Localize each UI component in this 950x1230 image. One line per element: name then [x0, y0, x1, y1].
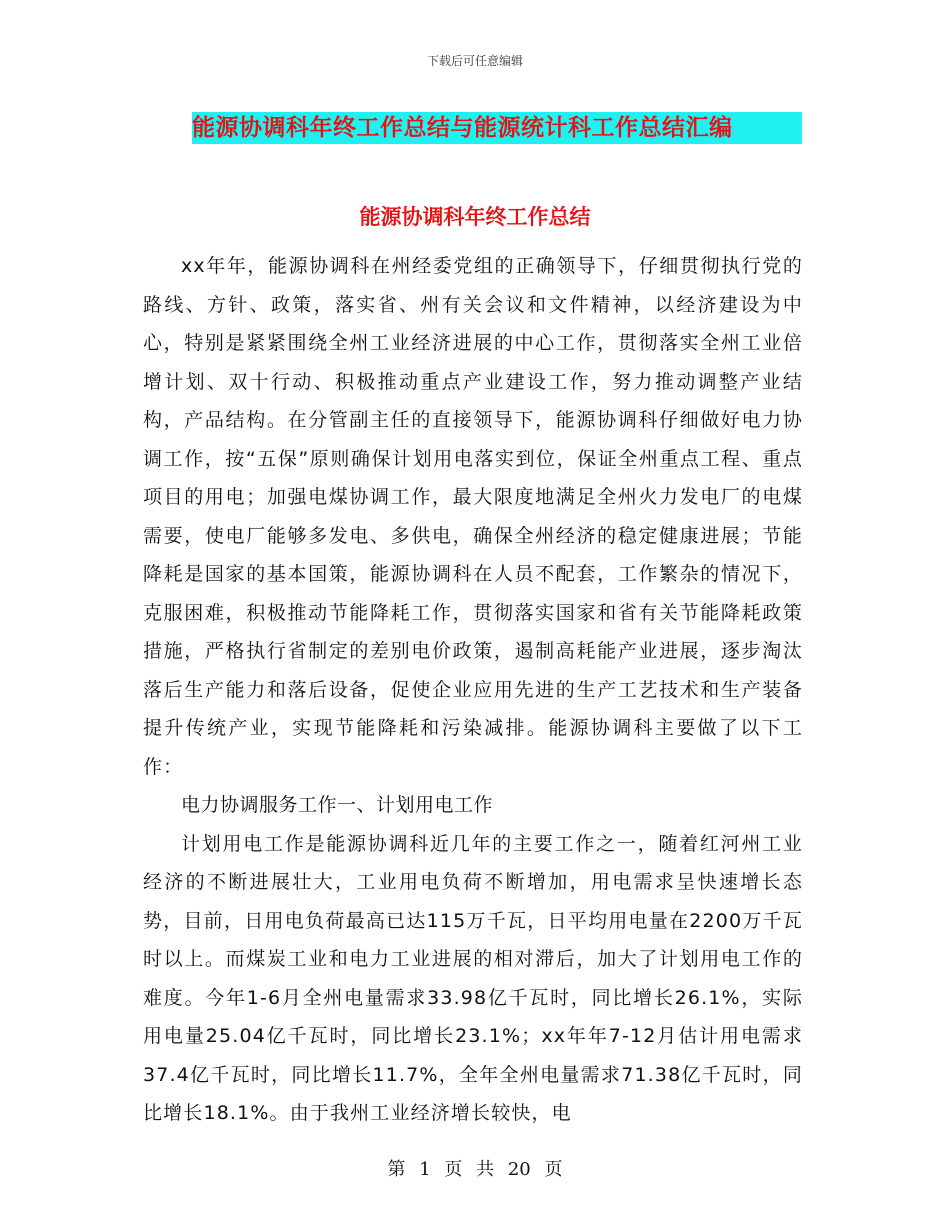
main-title: 能源协调科年终工作总结与能源统计科工作总结汇编 — [192, 115, 733, 141]
document-body — [143, 247, 803, 1133]
paragraph: xx年年，能源协调科在州经委党组的正确领导下，仔细贯彻执行党的路线、方针、政策，落实省、州有关会议和文件精神，以经济建设为中心，特别是紧紧围绕全州工业经济进展的中心工作，贯彻落实全州工业倍增计划、双十行动、积极推动重点产业建设工作，努力推动调整产业结构，产品结构。在分管副主任的直接领导下，能源协调科仔细做好电力协调工作，按“五保”原则确保计划用电落实到位，保证全州重点工程、重点项目的用电；加强电煤协调工作，最大限度地满足全州火力发电厂的电煤需要，使电厂能够多发电、多供电，确保全州经济的稳定健康进展；节能降耗是国家的基本国策，能源协调科在人员不配套，工作繁杂的情况下，克服困难，积极推动节能降耗工作，贯彻落实国家和省有关节能降耗政策措施，严格执行省制定的差别电价政策，遏制高耗能产业进展，逐步淘汰落后生产能力和落后设备，促使企业应用先进的生产工艺技术和生产装备提升传统产业，实现节能降耗和污染减排。能源协调科主要做了以下工作： — [143, 255, 803, 778]
section-title: 能源协调科年终工作总结 — [359, 205, 591, 229]
main-title-highlight — [192, 112, 802, 144]
page-footer: 第 1 页 共 20 页 — [387, 1159, 563, 1180]
paragraph-heading: 电力协调服务工作一、计划用电工作 — [181, 794, 494, 816]
paragraph: 计划用电工作是能源协调科近几年的主要工作之一，随着红河州工业经济的不断进展壮大，工业用电负荷不断增加，用电需求呈快速增长态势，目前，日用电负荷最高已达115万千瓦，日平均用电量在2200万千瓦时以上。而煤炭工业和电力工业进展的相对滞后，加大了计划用电工作的难度。今年1-6月全州电量需求33.98亿千瓦时，同比增长26.1%，实际用电量25.04亿千瓦时，同比增长23.1%；xx年年7-12月估计用电需求37.4亿千瓦时，同比增长11.7%，全年全州电量需求71.38亿千瓦时，同比增长18.1%。由于我州工业经济增长较快，电 — [143, 832, 803, 1124]
page-header-note: 下载后可任意编辑 — [426, 54, 523, 68]
